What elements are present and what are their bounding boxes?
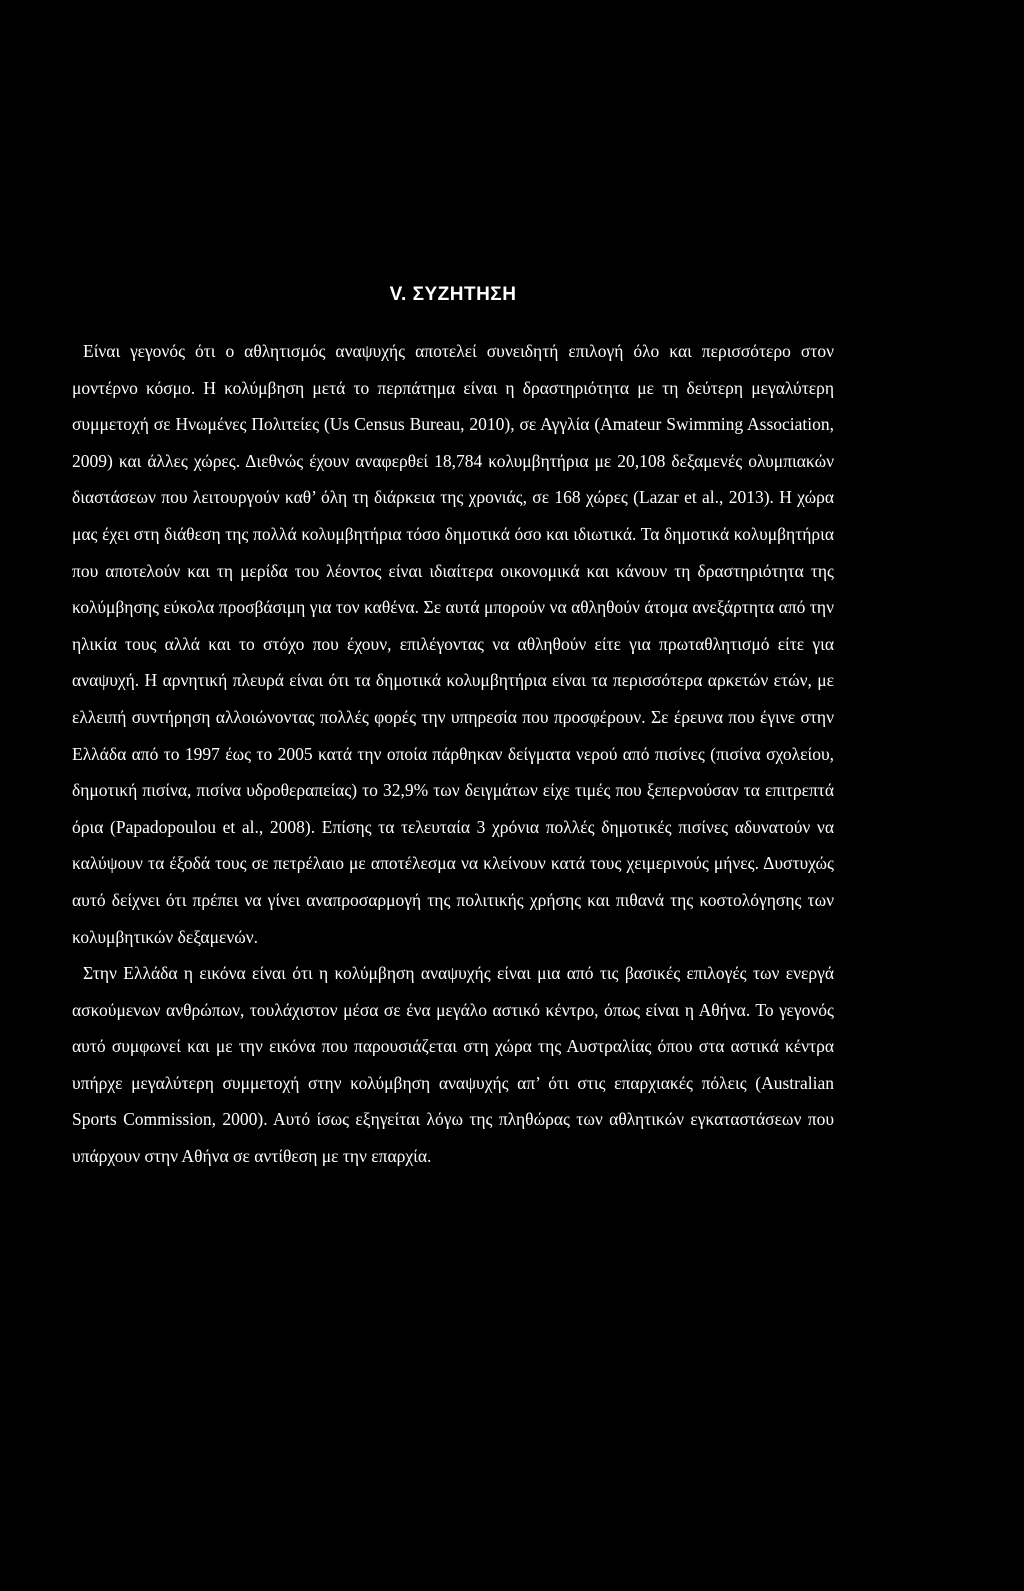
section-heading: V. ΣΥΖΗΤΗΣΗ — [389, 284, 517, 305]
paragraph-1: Είναι γεγονός ότι ο αθλητισμός αναψυχής αποτελεί συνειδητή επιλογή όλο και περισσότερο στον μοντέρνο κόσμο. Η κολύμβηση μετά το περπάτημα είναι η δραστηριότητα με τη δεύτερη μεγαλύτερη συμμετοχή σε Ηνωμένες Πολιτείες (Us Census Bureau, 2010), σε Αγγλία (Amateur Swimming Association, 2009) και άλλες χώρες. Διεθνώς έχουν αναφερθεί 18,784 κολυμβητήρια με 20,108 δεξαμενές ολυμπιακών διαστάσεων που λειτουργούν καθ’ όλη τη διάρκεια της χρονιάς, σε 168 χώρες (Lazar et al., 2013). Η χώρα μας έχει στη διάθεση της πολλά κολυμβητήρια τόσο δημοτικά όσο και ιδιωτικά. Τα δημοτικά κολυμβητήρια που αποτελούν και τη μερίδα του λέοντος είναι ιδιαίτερα οικονομικά και κάνουν τη δραστηριότητα της κολύμβησης εύκολα προσβάσιμη για τον καθένα. Σε αυτά μπορούν να αθληθούν άτομα ανεξάρτητα από την ηλικία τους αλλά και το στόχο που έχουν, επιλέγοντας να αθληθούν είτε για πρωταθλητισμό είτε για αναψυχή. Η αρνητική πλευρά είναι ότι τα δημοτικά κολυμβητήρια είναι τα περισσότερα αρκετών ετών, με ελλειπή συντήρηση αλλοιώνοντας πολλές φορές την υπηρεσία που προσφέρουν. Σε έρευνα που έγινε στην Ελλάδα από το 1997 έως το 2005 κατά την οποία πάρθηκαν δείγματα νερού από πισίνες (πισίνα σχολείου, δημοτική πισίνα, πισίνα υδροθεραπείας) το 32,9% των δειγμάτων είχε τιμές που ξεπερνούσαν τα επιτρεπτά όρια (Papadopoulou et al., 2008). Επίσης τα τελευταία 3 χρόνια πολλές δημοτικές πισίνες αδυνατούν να καλύψουν τα έξοδά τους σε πετρέλαιο με αποτέλεσμα να κλείνουν κατά τους χειμερινούς μήνες. Δυστυχώς αυτό δείχνει ότι πρέπει να γίνει αναπροσαρμογή της πολιτικής χρήσης και πιθανά της κοστολόγησης των κολυμβητικών δεξαμενών. — [72, 341, 834, 947]
document-page — [72, 281, 834, 1175]
paragraph-2: Στην Ελλάδα η εικόνα είναι ότι η κολύμβηση αναψυχής είναι μια από τις βασικές επιλογές των ενεργά ασκούμενων ανθρώπων, τουλάχιστον μέσα σε ένα μεγάλο αστικό κέντρο, όπως είναι η Αθήνα. Το γεγονός αυτό συμφωνεί και με την εικόνα που παρουσιάζεται στη χώρα της Αυστραλίας όπου στα αστικά κέντρα υπήρχε μεγαλύτερη συμμετοχή στην κολύμβηση αναψυχής απ’ ότι στις επαρχιακές πόλεις (Australian Sports Commission, 2000). Αυτό ίσως εξηγείται λόγω της πληθώρας των αθλητικών εγκαταστάσεων που υπάρχουν στην Αθήνα σε αντίθεση με την επαρχία. — [72, 963, 834, 1167]
